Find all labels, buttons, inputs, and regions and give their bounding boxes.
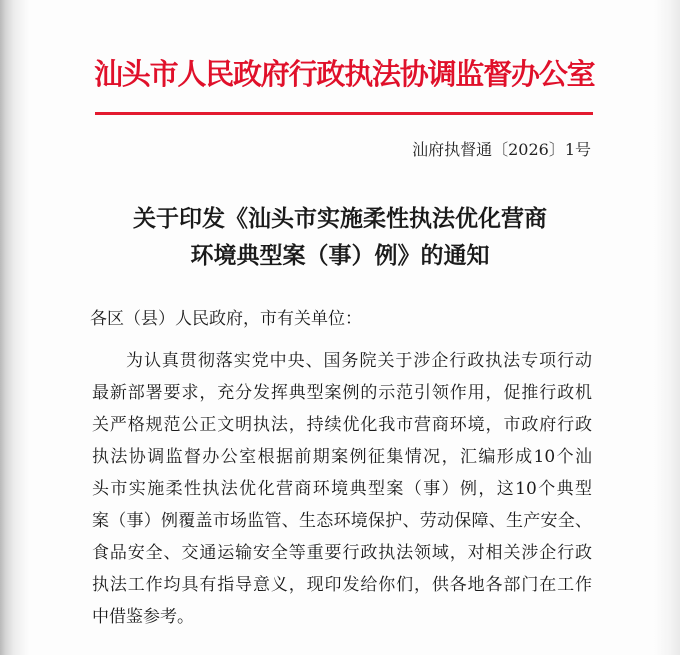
body-line: 执法协调监督办公室根据前期案例征集情况，汇编形成10个汕 <box>92 447 592 467</box>
salutation: 各区（县）人民政府，市有关单位： <box>90 309 362 329</box>
body-line: 案（事）例覆盖市场监管、生态环境保护、劳动保障、生产安全、 <box>92 511 592 531</box>
page-edge-shadow <box>0 0 30 655</box>
issuing-office-title: 汕头市人民政府行政执法协调监督办公室 <box>94 57 595 91</box>
body-line: 头市实施柔性执法优化营商环境典型案（事）例，这10个典型 <box>92 479 592 499</box>
document-title-line-2: 环境典型案（事）例》的通知 <box>190 242 490 269</box>
document-number: 汕府执督通〔2026〕1号 <box>412 140 591 159</box>
body-line: 关严格规范公正文明执法，持续优化我市营商环境，市政府行政 <box>92 415 592 435</box>
page-edge-shadow-right <box>654 0 680 655</box>
red-header-rule <box>95 112 593 115</box>
body-line: 食品安全、交通运输安全等重要行政执法领域，对相关涉企行政 <box>92 543 592 563</box>
body-line: 最新部署要求，充分发挥典型案例的示范引领作用，促推行政机 <box>92 383 592 403</box>
body-line: 为认真贯彻落实党中央、国务院关于涉企行政执法专项行动 <box>126 351 592 371</box>
body-line: 执法工作均具有指导意义，现印发给你们，供各地各部门在工作 <box>92 575 592 595</box>
body-line: 中借鉴参考。 <box>92 607 194 627</box>
document-title-line-1: 关于印发《汕头市实施柔性执法优化营商 <box>133 205 547 232</box>
